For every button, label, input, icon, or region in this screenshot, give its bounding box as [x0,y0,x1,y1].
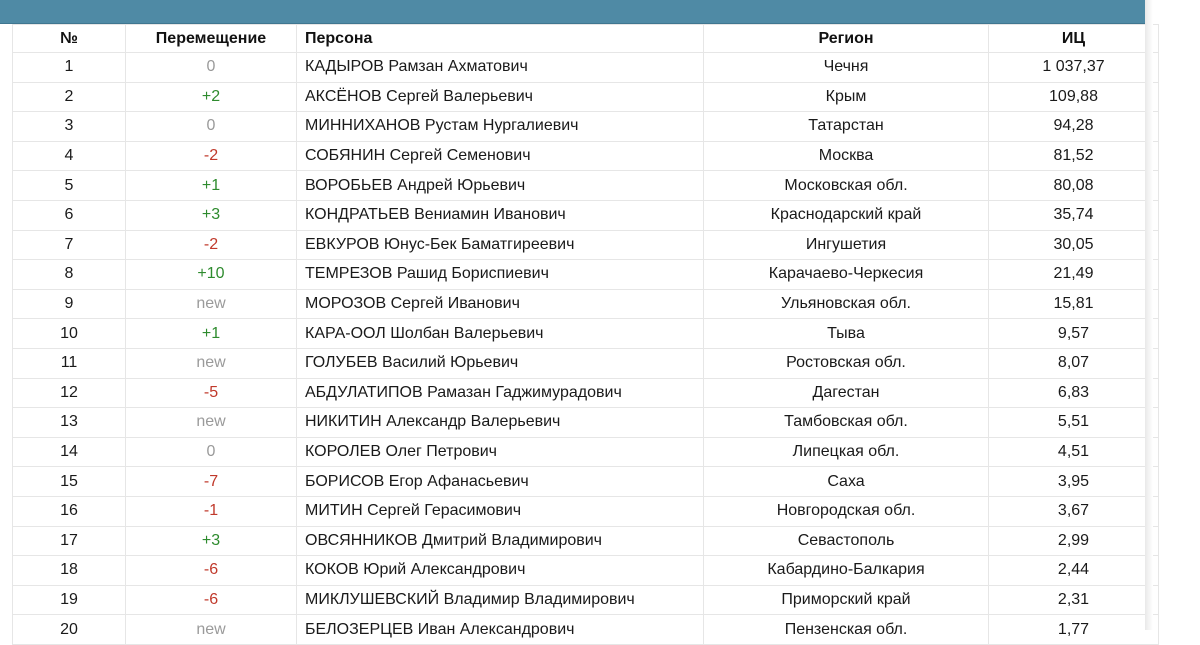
rank-cell: 6 [13,200,126,230]
region-cell: Севастополь [704,526,989,556]
movement-cell: +10 [126,260,297,290]
rank-cell: 16 [13,496,126,526]
rank-cell: 2 [13,82,126,112]
rank-cell: 17 [13,526,126,556]
movement-cell: +1 [126,171,297,201]
person-cell: ТЕМРЕЗОВ Рашид Бориспиевич [297,260,704,290]
column-header-ic: ИЦ [989,25,1159,53]
table-row [13,556,1159,586]
rank-cell: 1 [13,53,126,83]
movement-cell: +2 [126,82,297,112]
person-cell: КОКОВ Юрий Александрович [297,556,704,586]
movement-cell: -2 [126,141,297,171]
table-row [13,526,1159,556]
citation-index-cell: 5,51 [989,408,1159,438]
table-body [13,53,1159,645]
region-cell: Ингушетия [704,230,989,260]
table-row [13,112,1159,142]
rank-cell: 12 [13,378,126,408]
person-cell: КОРОЛЕВ Олег Петрович [297,437,704,467]
person-cell: ВОРОБЬЕВ Андрей Юрьевич [297,171,704,201]
movement-cell: new [126,615,297,645]
table-title-bar [0,0,1145,24]
movement-cell: +1 [126,319,297,349]
region-cell: Приморский край [704,585,989,615]
rank-cell: 5 [13,171,126,201]
citation-index-cell: 15,81 [989,289,1159,319]
rank-cell: 3 [13,112,126,142]
region-cell: Москва [704,141,989,171]
rank-cell: 7 [13,230,126,260]
citation-index-cell: 35,74 [989,200,1159,230]
movement-cell: new [126,289,297,319]
person-cell: МИКЛУШЕВСКИЙ Владимир Владимирович [297,585,704,615]
citation-index-cell: 94,28 [989,112,1159,142]
table-title [27,0,384,1]
table-row [13,615,1159,645]
region-cell: Дагестан [704,378,989,408]
person-cell: ЕВКУРОВ Юнус-Бек Баматгиреевич [297,230,704,260]
column-header-region: Регион [704,25,989,53]
rank-cell: 18 [13,556,126,586]
table-row [13,53,1159,83]
movement-cell: -6 [126,556,297,586]
citation-index-cell: 3,67 [989,496,1159,526]
table-row [13,289,1159,319]
table-row [13,260,1159,290]
citation-index-cell: 8,07 [989,348,1159,378]
table-row [13,141,1159,171]
person-cell: БОРИСОВ Егор Афанасьевич [297,467,704,497]
column-header-num: № [13,25,126,53]
region-cell: Краснодарский край [704,200,989,230]
citation-index-cell: 30,05 [989,230,1159,260]
region-cell: Новгородская обл. [704,496,989,526]
region-cell: Ростовская обл. [704,348,989,378]
citation-index-cell: 2,44 [989,556,1159,586]
citation-index-cell: 1 037,37 [989,53,1159,83]
rank-cell: 19 [13,585,126,615]
region-cell: Кабардино-Балкария [704,556,989,586]
citation-index-cell: 109,88 [989,82,1159,112]
governors-rating-table [12,24,1159,645]
citation-index-cell: 2,99 [989,526,1159,556]
rank-cell: 11 [13,348,126,378]
movement-cell: 0 [126,437,297,467]
table-row [13,496,1159,526]
movement-cell: 0 [126,112,297,142]
person-cell: МИТИН Сергей Герасимович [297,496,704,526]
citation-index-cell: 80,08 [989,171,1159,201]
region-cell: Чечня [704,53,989,83]
table-row [13,378,1159,408]
region-cell: Московская обл. [704,171,989,201]
person-cell: НИКИТИН Александр Валерьевич [297,408,704,438]
table-header-row [13,25,1159,53]
table-row [13,467,1159,497]
table-row [13,200,1159,230]
movement-cell: -5 [126,378,297,408]
table-row [13,348,1159,378]
column-header-movement: Перемещение [126,25,297,53]
movement-cell: -6 [126,585,297,615]
person-cell: КАДЫРОВ Рамзан Ахматович [297,53,704,83]
rank-cell: 20 [13,615,126,645]
movement-cell: new [126,408,297,438]
movement-cell: 0 [126,53,297,83]
person-cell: КОНДРАТЬЕВ Вениамин Иванович [297,200,704,230]
person-cell: БЕЛОЗЕРЦЕВ Иван Александрович [297,615,704,645]
citation-index-cell: 6,83 [989,378,1159,408]
table-row [13,319,1159,349]
region-cell: Татарстан [704,112,989,142]
person-cell: АКСЁНОВ Сергей Валерьевич [297,82,704,112]
region-cell: Тамбовская обл. [704,408,989,438]
region-cell: Ульяновская обл. [704,289,989,319]
table-row [13,585,1159,615]
region-cell: Карачаево-Черкесия [704,260,989,290]
citation-index-cell: 4,51 [989,437,1159,467]
person-cell: СОБЯНИН Сергей Семенович [297,141,704,171]
person-cell: ОВСЯННИКОВ Дмитрий Владимирович [297,526,704,556]
region-cell: Липецкая обл. [704,437,989,467]
region-cell: Саха [704,467,989,497]
citation-index-cell: 2,31 [989,585,1159,615]
rank-cell: 10 [13,319,126,349]
citation-index-cell: 21,49 [989,260,1159,290]
region-cell: Тыва [704,319,989,349]
rank-cell: 9 [13,289,126,319]
table-row [13,437,1159,467]
page-edge-shadow [1145,0,1153,630]
citation-index-cell: 81,52 [989,141,1159,171]
movement-cell: -7 [126,467,297,497]
table-row [13,408,1159,438]
citation-index-cell: 1,77 [989,615,1159,645]
rank-cell: 15 [13,467,126,497]
table-row [13,230,1159,260]
table-row [13,82,1159,112]
person-cell: АБДУЛАТИПОВ Рамазан Гаджимурадович [297,378,704,408]
person-cell: МИННИХАНОВ Рустам Нургалиевич [297,112,704,142]
movement-cell: new [126,348,297,378]
region-cell: Крым [704,82,989,112]
movement-cell: +3 [126,200,297,230]
citation-index-cell: 9,57 [989,319,1159,349]
table-row [13,171,1159,201]
rank-cell: 8 [13,260,126,290]
citation-index-cell: 3,95 [989,467,1159,497]
movement-cell: -1 [126,496,297,526]
person-cell: МОРОЗОВ Сергей Иванович [297,289,704,319]
person-cell: ГОЛУБЕВ Василий Юрьевич [297,348,704,378]
person-cell: КАРА-ООЛ Шолбан Валерьевич [297,319,704,349]
rank-cell: 4 [13,141,126,171]
movement-cell: +3 [126,526,297,556]
rank-cell: 14 [13,437,126,467]
rank-cell: 13 [13,408,126,438]
movement-cell: -2 [126,230,297,260]
column-header-person: Персона [297,25,704,53]
region-cell: Пензенская обл. [704,615,989,645]
